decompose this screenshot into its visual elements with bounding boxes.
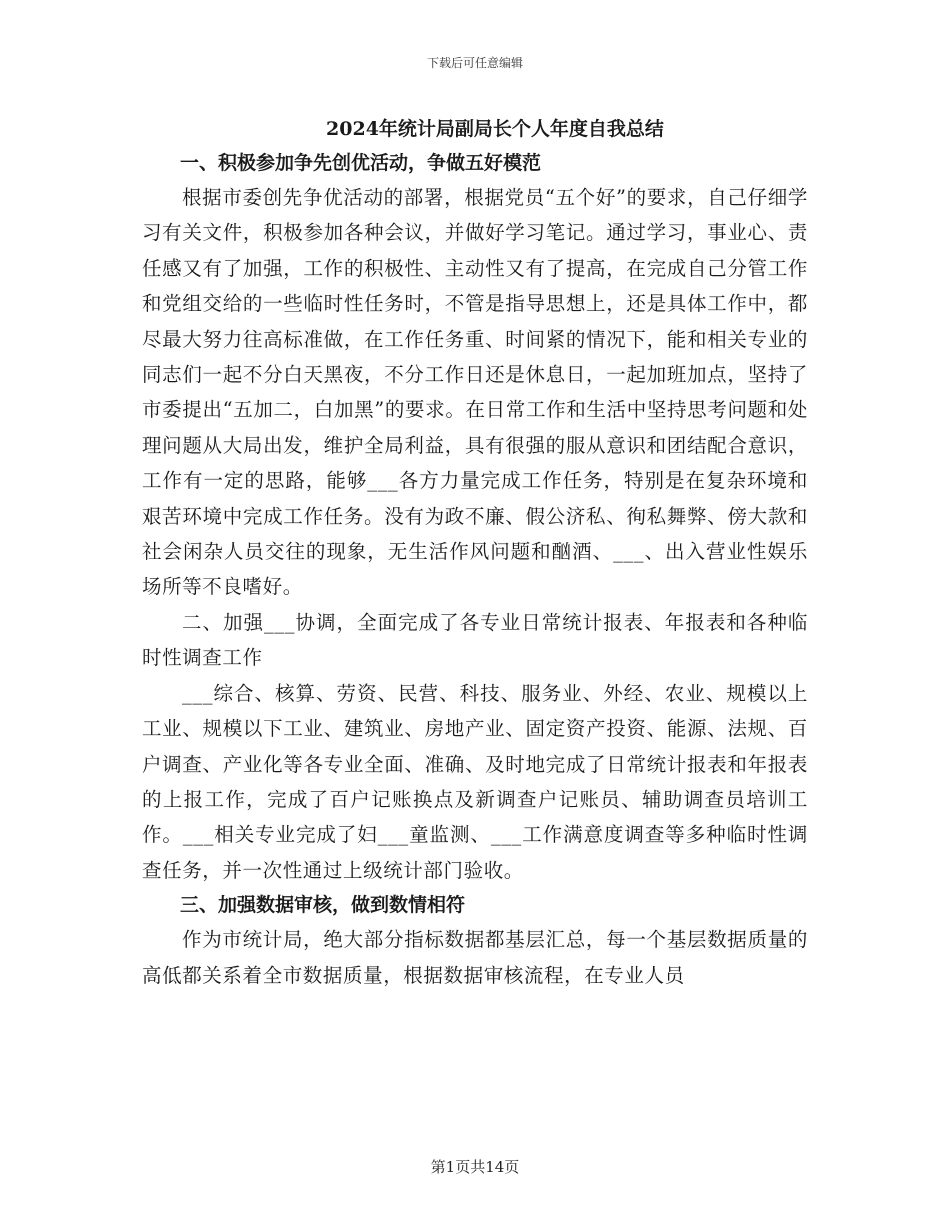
paragraph: 二、加强___协调，全面完成了各专业日常统计报表、年报表和各种临时性调查工作 (142, 610, 808, 670)
document-title: 2024年统计局副局长个人年度自我总结 (326, 118, 664, 140)
paragraph: ___综合、核算、劳资、民营、科技、服务业、外经、农业、规模以上工业、规模以下工业、建筑业、房地产业、固定资产投资、能源、法规、百户调查、产业化等各专业全面、准确、及时地完成了日常统计报表和年报表的上报工作，完成了百户记账换点及新调查户记账员、辅助调查员培训工作。___相关专业完成了妇___童监测、___工作满意度调查等多种临时性调查任务，并一次性通过上级统计部门验收。 (142, 681, 808, 882)
page-footer: 第1页共14页 (430, 1158, 520, 1176)
header-note: 下载后可任意编辑 (426, 56, 523, 70)
section-heading-3: 三、加强数据审核，做到数情相符 (180, 894, 466, 917)
section-heading-1: 一、积极参加争先创优活动，争做五好模范 (180, 152, 542, 174)
document-body (142, 112, 808, 993)
paragraph: 根据市委创先争优活动的部署，根据党员“五个好”的要求，自己仔细学习有关文件，积极参加各种会议，并做好学习笔记。通过学习，事业心、责任感又有了加强，工作的积极性、主动性又有了提高，在完成自己分管工作和党组交给的一些临时性任务时，不管是指导思想上，还是具体工作中，都尽最大努力往高标准做，在工作任务重、时间紧的情况下，能和相关专业的同志们一起不分白天黑夜，不分工作日还是休息日，一起加班加点，坚持了市委提出“五加二，白加黑”的要求。在日常工作和生活中坚持思考问题和处理问题从大局出发，维护全局利益，具有很强的服从意识和团结配合意识，工作有一定的思路，能够___各方力量完成工作任务，特别是在复杂环境和艰苦环境中完成工作任务。没有为政不廉、假公济私、徇私舞弊、傍大款和社会闲杂人员交往的现象，无生活作风问题和酗酒、___、出入营业性娱乐场所等不良嗜好。 (142, 186, 808, 599)
paragraph: 作为市统计局，绝大部分指标数据都基层汇总，每一个基层数据质量的高低都关系着全市数据质量，根据数据审核流程，在专业人员 (142, 928, 808, 987)
